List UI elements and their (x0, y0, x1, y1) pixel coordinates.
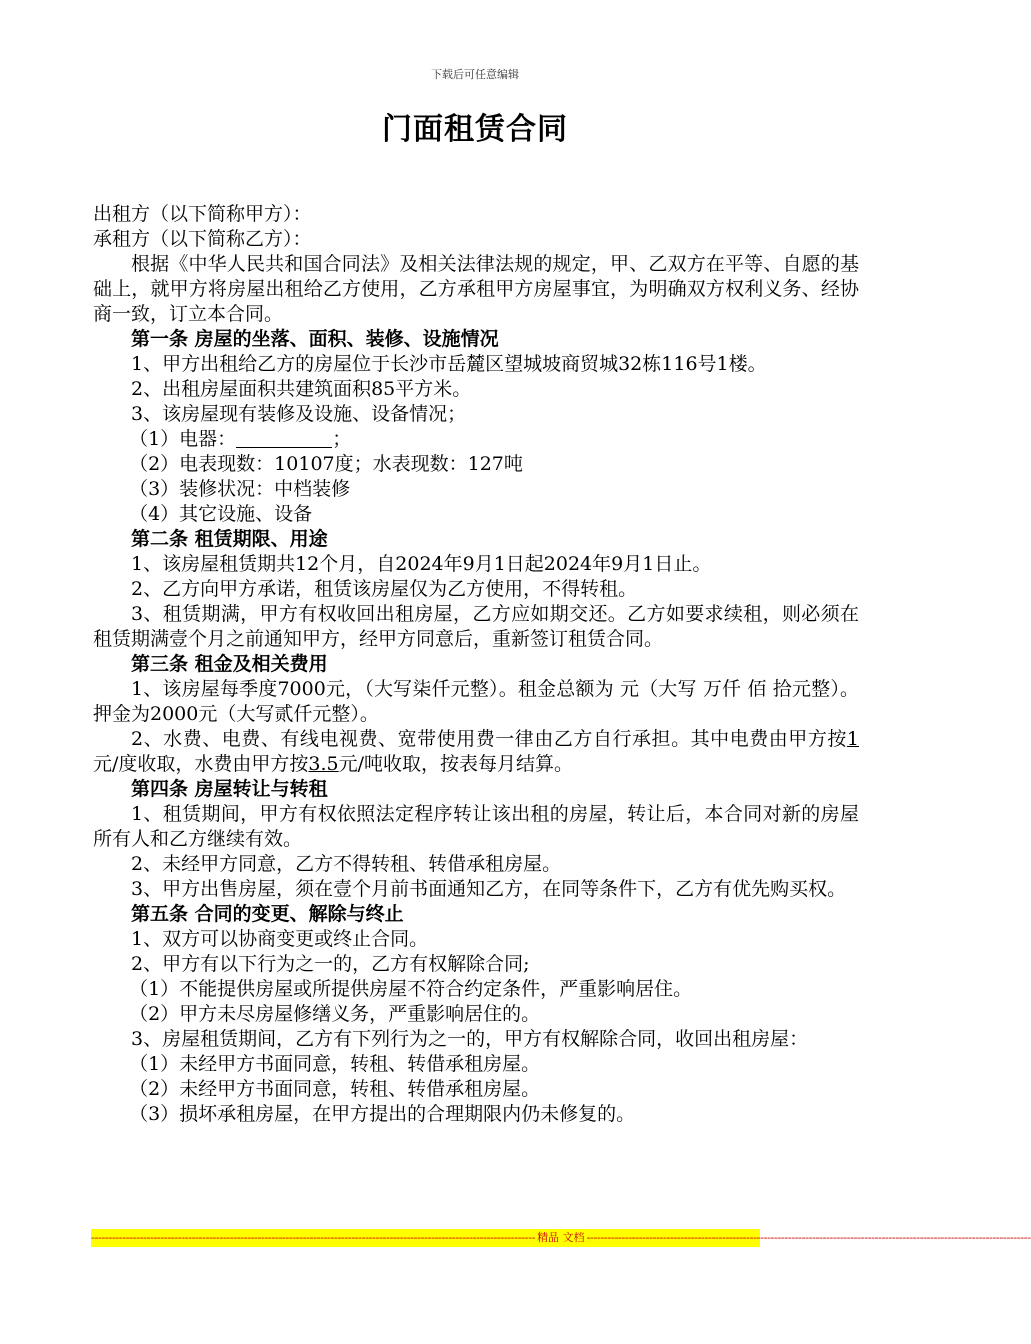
appliance-label: （1）电器： (129, 428, 237, 450)
preamble-paragraph: 根据《中华人民共和国合同法》及相关法律法规的规定，甲、乙双方在平等、自愿的基础上，就甲方将房屋出租给乙方使用，乙方承租甲方房屋事宜，为明确双方权利义务、经协商一致，订立本合同。 (93, 253, 859, 325)
lessee-line: 承租方（以下简称乙方）： (93, 228, 312, 250)
clause-1-3-4: （4）其它设施、设备 (129, 503, 313, 525)
clause-3-2-text-a: 2、水费、电费、有线电视费、宽带使用费一律由乙方自行承担。其中电费由甲方按 (131, 728, 847, 750)
clause-5-3-2: （2）未经甲方书面同意，转租、转借承租房屋。 (129, 1078, 541, 1100)
clause-5-3: 3、房屋租赁期间，乙方有下列行为之一的，甲方有权解除合同，收回出租房屋： (131, 1028, 809, 1050)
section-5-heading: 第五条 合同的变更、解除与终止 (131, 903, 404, 925)
contract-body (93, 202, 859, 1127)
clause-2-3: 3、租赁期满，甲方有权收回出租房屋，乙方应如期交还。乙方如要求续租，则必须在租赁期满壹个月之前通知甲方，经甲方同意后，重新签订租赁合同。 (93, 603, 859, 650)
clause-5-2-1: （1）不能提供房屋或所提供房屋不符合约定条件，严重影响居住。 (129, 978, 693, 1000)
clause-5-2: 2、甲方有以下行为之一的，乙方有权解除合同; (131, 953, 530, 975)
clause-1-3: 3、该房屋现有装修及设施、设备情况； (131, 403, 467, 425)
appliance-blank (236, 429, 332, 448)
clause-3-2 (93, 727, 859, 777)
section-4-heading: 第四条 房屋转让与转租 (131, 778, 328, 800)
clause-4-1: 1、租赁期间，甲方有权依照法定程序转让该出租的房屋，转让后，本合同对新的房屋所有人和乙方继续有效。 (93, 803, 859, 850)
section-3-heading: 第三条 租金及相关费用 (131, 653, 328, 675)
footer-label: 精品 文档 (537, 1231, 585, 1244)
clause-2-1: 1、该房屋租赁期共12个月，自2024年9月1日起2024年9月1日止。 (131, 553, 712, 575)
footer-dashes-right: -------------------------------------------------------------------------------------------------------------------------------- (586, 1231, 1031, 1244)
document-title: 门面租赁合同 (382, 112, 568, 147)
clause-1-1: 1、甲方出租给乙方的房屋位于长沙市岳麓区望城坡商贸城32栋116号1楼。 (131, 353, 767, 375)
clause-1-2: 2、出租房屋面积共建筑面积85平方米。 (131, 378, 472, 400)
clause-5-1: 1、双方可以协商变更或终止合同。 (131, 928, 429, 950)
lessor-line: 出租方（以下简称甲方）： (93, 203, 312, 225)
clause-1-3-1 (93, 427, 859, 452)
clause-5-2-2: （2）甲方未尽房屋修缮义务，严重影响居住的。 (129, 1003, 541, 1025)
electricity-rate: 1 (846, 728, 859, 750)
clause-5-3-3: （3）损坏承租房屋，在甲方提出的合理期限内仍未修复的。 (129, 1103, 636, 1125)
clause-3-1: 1、该房屋每季度7000元，（大写柒仟元整）。租金总额为 元（大写 万仟 佰 拾元整）。押金为2000元（大写贰仟元整）。 (93, 678, 859, 725)
appliance-suffix: ； (332, 428, 352, 450)
clause-4-2: 2、未经甲方同意，乙方不得转租、转借承租房屋。 (131, 853, 562, 875)
clause-3-2-text-e: 元/吨收取，按表每月结算。 (338, 753, 574, 775)
clause-5-3-1: （1）未经甲方书面同意，转租、转借承租房屋。 (129, 1053, 541, 1075)
clause-1-3-2: （2）电表现数：10107度；水表现数：127吨 (129, 453, 523, 475)
clause-4-3: 3、甲方出售房屋，须在壹个月前书面通知乙方，在同等条件下，乙方有优先购买权。 (131, 878, 847, 900)
clause-2-2: 2、乙方向甲方承诺，租赁该房屋仅为乙方使用，不得转租。 (131, 578, 638, 600)
clause-1-3-3: （3）装修状况：中档装修 (129, 478, 351, 500)
footer-dashes-left: -------------------------------------------------------------------------------------------------------------------------------- (91, 1231, 536, 1244)
section-1-heading: 第一条 房屋的坐落、面积、装修、设施情况 (131, 328, 499, 350)
footer-banner (91, 1229, 1031, 1247)
section-2-heading: 第二条 租赁期限、用途 (131, 528, 328, 550)
water-rate: 3.5 (308, 753, 339, 775)
clause-3-2-text-c: 元/度收取，水费由甲方按 (93, 753, 309, 775)
header-note: 下载后可任意编辑 (431, 68, 519, 81)
